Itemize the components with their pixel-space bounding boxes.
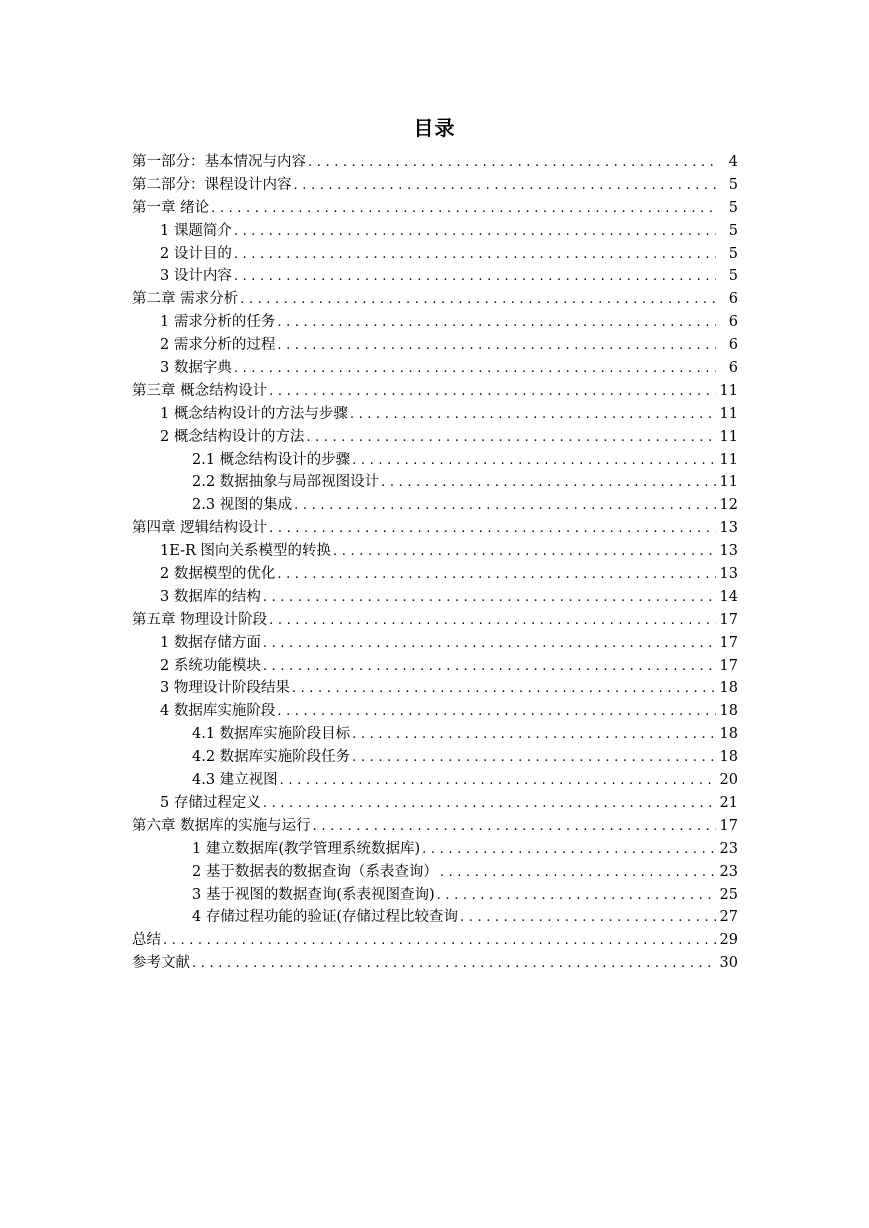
toc-dot-leader — [352, 724, 715, 746]
toc-entry-page-number: 11 — [719, 428, 738, 445]
toc-entry-title: 2 概念结构设计的方法 — [160, 428, 305, 445]
toc-dot-leader — [350, 404, 716, 426]
toc-entry-page-number: 12 — [719, 497, 738, 514]
toc-entry[interactable] — [132, 517, 738, 540]
toc-entry-title: 第四章 逻辑结构设计 — [132, 520, 268, 537]
toc-entry-page-number: 17 — [719, 817, 738, 834]
toc-entry-title: 2 基于数据表的数据查询（系表查询） — [192, 863, 438, 880]
toc-entry-page-number: 6 — [728, 314, 738, 331]
toc-entry-page-number: 23 — [719, 863, 738, 880]
toc-entry-page-number: 5 — [728, 199, 738, 216]
toc-entry-page-number: 11 — [719, 405, 738, 422]
toc-entry-title: 3 数据库的结构 — [160, 588, 261, 605]
toc-entry-title: 2.1 概念结构设计的步骤 — [192, 451, 351, 468]
toc-dot-leader — [294, 495, 715, 517]
toc-dot-leader — [163, 930, 716, 952]
toc-list — [132, 151, 738, 975]
toc-entry[interactable] — [132, 449, 738, 472]
toc-entry-page-number: 18 — [719, 726, 738, 743]
toc-entry-title: 4 数据库实施阶段 — [160, 703, 276, 720]
toc-dot-leader — [313, 816, 716, 838]
toc-entry-title: 2 需求分析的过程 — [160, 337, 276, 354]
toc-dot-leader — [263, 793, 716, 815]
toc-entry-title: 3 数据字典 — [160, 360, 232, 377]
toc-dot-leader — [292, 678, 716, 700]
toc-dot-leader — [211, 198, 716, 220]
toc-entry-title: 2 设计目的 — [160, 245, 232, 262]
toc-entry-page-number: 6 — [728, 291, 738, 308]
toc-dot-leader — [306, 427, 715, 449]
toc-entry-page-number: 5 — [728, 268, 738, 285]
toc-entry-title: 1 数据存储方面 — [160, 634, 261, 651]
toc-dot-leader — [234, 358, 716, 380]
toc-entry[interactable] — [132, 380, 738, 403]
toc-entry[interactable] — [132, 815, 738, 838]
toc-entry-page-number: 5 — [728, 176, 738, 193]
toc-entry-page-number: 6 — [728, 360, 738, 377]
toc-entry-page-number: 30 — [719, 955, 738, 972]
toc-dot-leader — [422, 839, 715, 861]
toc-dot-leader — [234, 266, 716, 288]
toc-entry-page-number: 23 — [719, 840, 738, 857]
toc-entry[interactable] — [132, 540, 738, 563]
toc-entry-title: 1 概念结构设计的方法与步骤 — [160, 405, 348, 422]
toc-entry-page-number: 11 — [719, 382, 738, 399]
toc-entry-page-number: 11 — [719, 451, 738, 468]
toc-entry-page-number: 6 — [728, 337, 738, 354]
toc-entry-title: 第二章 需求分析 — [132, 291, 239, 308]
toc-entry-title: 3 物理设计阶段结果 — [160, 680, 290, 697]
toc-dot-leader — [234, 221, 716, 243]
toc-entry-page-number: 17 — [719, 611, 738, 628]
toc-entry-page-number: 14 — [719, 588, 738, 605]
toc-entry-page-number: 21 — [719, 794, 738, 811]
toc-entry-title: 4.3 建立视图 — [192, 772, 278, 789]
toc-entry-title: 1 建立数据库(教学管理系统数据库) — [192, 840, 421, 857]
toc-entry[interactable] — [132, 471, 738, 494]
toc-entry-page-number: 27 — [719, 909, 738, 926]
toc-entry[interactable] — [132, 655, 738, 678]
toc-entry[interactable] — [132, 838, 738, 861]
toc-dot-leader — [440, 862, 716, 884]
toc-entry[interactable] — [132, 220, 738, 243]
toc-entry[interactable] — [132, 769, 738, 792]
toc-dot-leader — [333, 541, 716, 563]
toc-entry-title: 2 系统功能模块 — [160, 657, 261, 674]
toc-entry-title: 第二部分：课程设计内容 — [132, 176, 292, 193]
toc-entry[interactable] — [132, 403, 738, 426]
toc-entry[interactable] — [132, 265, 738, 288]
toc-entry[interactable] — [132, 426, 738, 449]
toc-dot-leader — [277, 564, 715, 586]
toc-entry[interactable] — [132, 243, 738, 266]
toc-entry[interactable] — [132, 929, 738, 952]
toc-entry-title: 2.3 视图的集成 — [192, 497, 293, 514]
toc-entry-page-number: 13 — [719, 566, 738, 583]
toc-dot-leader — [192, 953, 716, 975]
toc-entry[interactable] — [132, 151, 738, 174]
toc-entry-title: 1E-R 图向关系模型的转换 — [160, 543, 332, 560]
toc-entry-page-number: 17 — [719, 634, 738, 651]
toc-entry-page-number: 11 — [719, 474, 738, 491]
toc-dot-leader — [381, 472, 715, 494]
toc-entry[interactable] — [132, 952, 738, 975]
toc-dot-leader — [263, 656, 716, 678]
toc-entry[interactable] — [132, 197, 738, 220]
toc-entry-title: 第三章 概念结构设计 — [132, 382, 268, 399]
toc-entry[interactable] — [132, 723, 738, 746]
toc-entry[interactable] — [132, 563, 738, 586]
toc-dot-leader — [269, 610, 715, 632]
toc-entry[interactable] — [132, 632, 738, 655]
toc-entry-title: 1 需求分析的任务 — [160, 314, 276, 331]
toc-entry-title: 4.1 数据库实施阶段目标 — [192, 726, 351, 743]
toc-entry-title: 2.2 数据抽象与局部视图设计 — [192, 474, 380, 491]
toc-dot-leader — [437, 885, 716, 907]
toc-dot-leader — [263, 633, 716, 655]
toc-dot-leader — [269, 381, 715, 403]
toc-entry-page-number: 18 — [719, 703, 738, 720]
toc-entry[interactable] — [132, 334, 738, 357]
toc-entry-page-number: 5 — [728, 245, 738, 262]
toc-entry-title: 1 课题简介 — [160, 222, 232, 239]
toc-dot-leader — [280, 770, 716, 792]
toc-dot-leader — [294, 175, 717, 197]
toc-entry-title: 第一章 绪论 — [132, 199, 210, 216]
toc-entry[interactable] — [132, 357, 738, 380]
toc-entry[interactable] — [132, 906, 738, 929]
toc-entry[interactable] — [132, 677, 738, 700]
toc-entry-title: 3 设计内容 — [160, 268, 232, 285]
toc-entry-page-number: 13 — [719, 543, 738, 560]
toc-dot-leader — [263, 587, 716, 609]
toc-entry-page-number: 5 — [728, 222, 738, 239]
toc-dot-leader — [234, 244, 716, 266]
toc-dot-leader — [269, 518, 715, 540]
toc-entry-title: 参考文献 — [132, 955, 190, 972]
toc-entry-page-number: 29 — [719, 932, 738, 949]
toc-entry-title: 总结 — [132, 932, 161, 949]
toc-entry[interactable] — [132, 861, 738, 884]
toc-entry[interactable] — [132, 174, 738, 197]
toc-dot-leader — [308, 152, 716, 174]
toc-entry-page-number: 17 — [719, 657, 738, 674]
toc-entry-title: 4.2 数据库实施阶段任务 — [192, 749, 351, 766]
toc-entry[interactable] — [132, 700, 738, 723]
toc-entry[interactable] — [132, 792, 738, 815]
toc-entry[interactable] — [132, 586, 738, 609]
toc-dot-leader — [460, 907, 716, 929]
toc-entry-page-number: 18 — [719, 680, 738, 697]
toc-entry-page-number: 4 — [728, 154, 738, 170]
toc-dot-leader — [277, 335, 716, 357]
toc-entry-title: 第五章 物理设计阶段 — [132, 611, 268, 628]
toc-dot-leader — [240, 289, 716, 311]
toc-entry[interactable] — [132, 884, 738, 907]
toc-entry-title: 5 存储过程定义 — [160, 794, 261, 811]
toc-entry[interactable] — [132, 494, 738, 517]
toc-entry[interactable] — [132, 609, 738, 632]
toc-entry[interactable] — [132, 288, 738, 311]
toc-entry-title: 2 数据模型的优化 — [160, 566, 276, 583]
toc-entry[interactable] — [132, 311, 738, 334]
toc-dot-leader — [277, 701, 715, 723]
toc-dot-leader — [352, 450, 715, 472]
toc-entry-title: 3 基于视图的数据查询(系表视图查询) — [192, 886, 435, 903]
toc-entry[interactable] — [132, 746, 738, 769]
toc-entry-title: 4 存储过程功能的验证(存储过程比较查询 — [192, 909, 458, 926]
toc-entry-page-number: 13 — [719, 520, 738, 537]
toc-dot-leader — [352, 747, 715, 769]
toc-entry-title: 第一部分：基本情况与内容 — [132, 154, 306, 170]
toc-dot-leader — [277, 312, 716, 334]
toc-entry-page-number: 25 — [719, 886, 738, 903]
toc-entry-page-number: 18 — [719, 749, 738, 766]
page-title: 目录 — [413, 116, 456, 140]
toc-entry-title: 第六章 数据库的实施与运行 — [132, 817, 311, 834]
toc-entry-page-number: 20 — [719, 772, 738, 789]
